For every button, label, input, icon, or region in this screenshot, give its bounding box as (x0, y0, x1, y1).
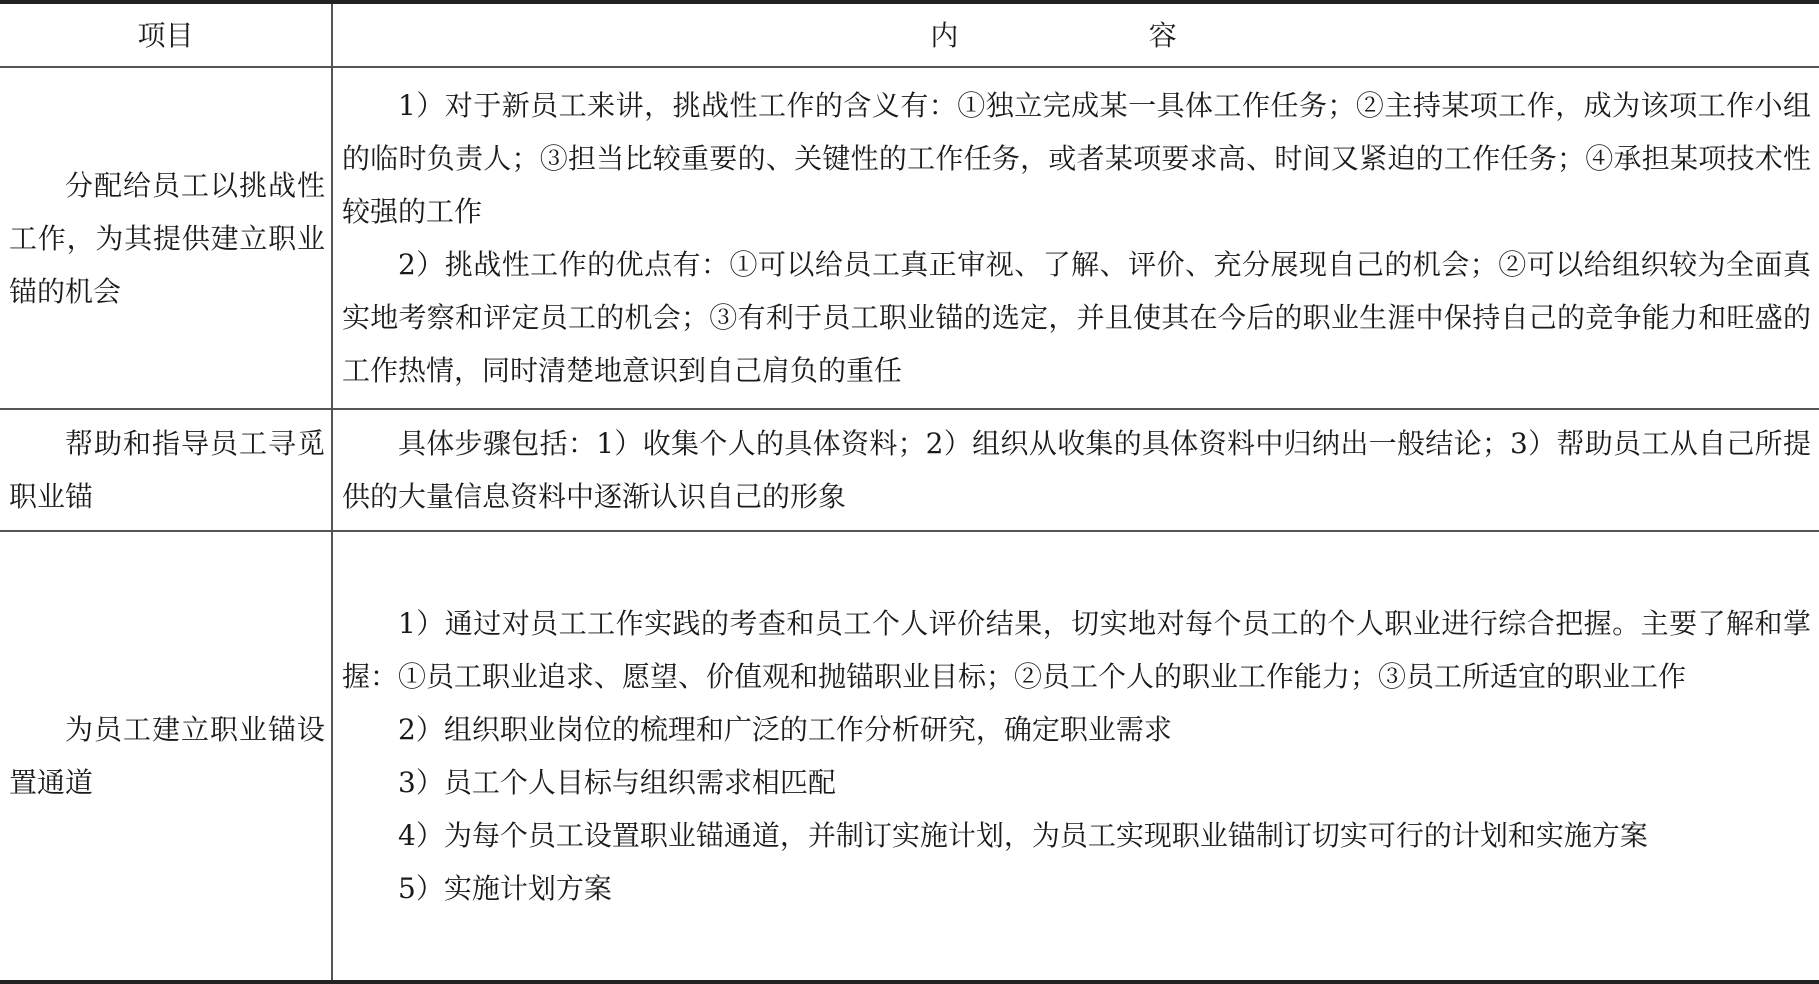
header-content: 内 容 (332, 2, 1819, 67)
table-row (0, 409, 1819, 531)
row-item-cell (0, 67, 332, 409)
row-item-text: 为员工建立职业锚设置通道 (9, 713, 325, 799)
row-item-cell (0, 409, 332, 531)
content-paragraph: 1）对于新员工来讲，挑战性工作的含义有：①独立完成某一具体工作任务；②主持某项工作，成为该项工作小组的临时负责人；③担当比较重要的、关键性的工作任务，或者某项要求高、时间又紧迫的工作任务；④承担某项技术性较强的工作 (342, 89, 1811, 228)
row-item-text: 分配给员工以挑战性工作，为其提供建立职业锚的机会 (9, 168, 325, 308)
row-content-cell (332, 531, 1819, 982)
content-paragraph: 3）员工个人目标与组织需求相匹配 (398, 766, 836, 799)
content-paragraph: 2）挑战性工作的优点有：①可以给员工真正审视、了解、评价、充分展现自己的机会；②可以给组织较为全面真实地考察和评定员工的机会；③有利于员工职业锚的选定，并且使其在今后的职业生涯中保持自己的竞争能力和旺盛的工作热情，同时清楚地意识到自己肩负的重任 (342, 248, 1811, 387)
row-content-cell (332, 409, 1819, 531)
table-row (0, 67, 1819, 409)
header-item: 项目 (0, 2, 332, 67)
content-paragraph: 2）组织职业岗位的梳理和广泛的工作分析研究，确定职业需求 (398, 713, 1172, 746)
row-content-cell (332, 67, 1819, 409)
table-header-row (0, 2, 1819, 67)
content-paragraph: 具体步骤包括：1）收集个人的具体资料；2）组织从收集的具体资料中归纳出一般结论；3）帮助员工从自己所提供的大量信息资料中逐渐认识自己的形象 (342, 427, 1811, 513)
row-item-text: 帮助和指导员工寻觅职业锚 (9, 427, 325, 513)
content-paragraph: 5）实施计划方案 (398, 872, 612, 905)
table-row (0, 531, 1819, 982)
content-paragraph: 1）通过对员工工作实践的考查和员工个人评价结果，切实地对每个员工的个人职业进行综合把握。主要了解和掌握：①员工职业追求、愿望、价值观和抛锚职业目标；②员工个人的职业工作能力；③员工所适宜的职业工作 (342, 607, 1811, 693)
content-paragraph: 4）为每个员工设置职业锚通道，并制订实施计划，为员工实现职业锚制订切实可行的计划和实施方案 (398, 819, 1648, 852)
row-item-cell (0, 531, 332, 982)
